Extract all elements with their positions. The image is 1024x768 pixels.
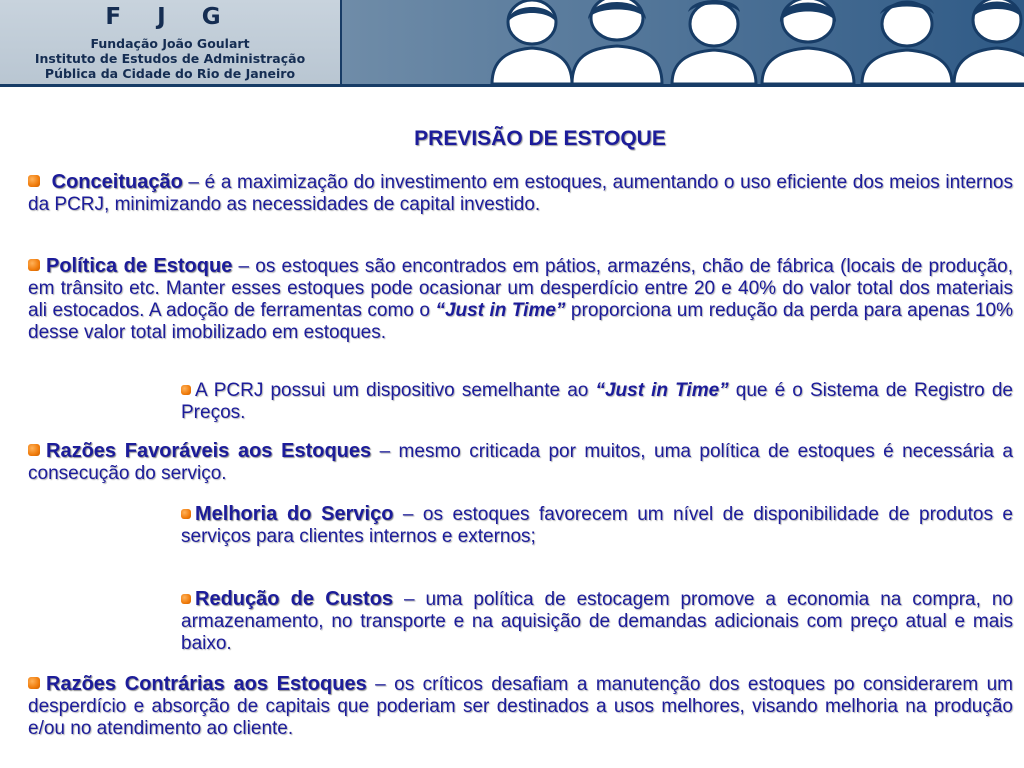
term-favoraveis: Razões Favoráveis aos Estoques [46, 440, 372, 462]
header-banner [0, 0, 1024, 87]
bullet-icon [181, 509, 191, 519]
text-contrarias: – os críticos desafiam a manutenção dos estoques po considerarem um desperdício e absorção de capitais que poderiam ser destinados a usos melhores, visando melhoria na produção e/ou no atendimento ao cliente. [28, 674, 1013, 739]
section-razoes-favoraveis [28, 440, 1013, 485]
text-reducao: – uma política de estocagem promove a economia na compra, no armazenamento, no transporte e na aquisição de demandas adicionais com preço atual e mais baixo. [181, 589, 1013, 654]
text-pcrj-part2: que é o Sistema de Registro de Preços. [181, 380, 1013, 423]
bullet-icon [181, 594, 191, 604]
section-politica-de-estoque [28, 255, 1013, 344]
logo [0, 0, 343, 84]
bullet-icon [181, 385, 191, 395]
section-conceituacao [28, 171, 1013, 216]
text-melhoria: – os estoques favorecem um nível de disponibilidade de produtos e serviços para clientes internos e externos; [181, 504, 1013, 547]
bullet-icon [28, 175, 40, 187]
term-melhoria: Melhoria do Serviço [195, 503, 394, 525]
bullet-icon [28, 444, 40, 456]
text-politica-part1: – os estoques são encontrados em pátios, armazéns, chão de fábrica (locais de produção, em trânsito etc. Manter esses estoques pode ocasionar um desperdício entre 20 e 40% do valor total dos materiais ali estocados. A adoção de ferramentas como o [28, 256, 1014, 321]
logo-subtitle-line1: Fundação João Goulart [90, 36, 250, 51]
subsection-reducao-de-custos [181, 588, 1013, 655]
term-conceituacao: Conceituação [51, 171, 183, 193]
text-politica-part2: proporciona um redução da perda para apenas 10% desse valor total imobilizado em estoques. [28, 300, 1014, 343]
subsection-pcrj [181, 380, 1013, 424]
text-conceituacao: – é a maximização do investimento em estoques, aumentando o uso eficiente dos meios internos da PCRJ, minimizando as necessidades de capital investido. [28, 172, 1013, 215]
text-just-in-time: “Just in Time” [435, 300, 566, 321]
page-title: PREVISÃO DE ESTOQUE [414, 127, 666, 150]
term-politica: Política de Estoque [46, 255, 233, 277]
people-silhouettes-icon [342, 0, 1024, 84]
bullet-icon [28, 677, 40, 689]
subsection-melhoria-do-servico [181, 503, 1013, 548]
logo-subtitle-line3: Pública da Cidade do Rio de Janeiro [44, 66, 296, 81]
bullet-icon [28, 259, 40, 271]
text-pcrj-part1: A PCRJ possui um dispositivo semelhante ao [195, 380, 596, 401]
text-favoraveis: – mesmo criticada por muitos, uma política de estoques é necessária a consecução do serviço. [28, 441, 1013, 484]
term-reducao: Redução de Custos [195, 588, 394, 610]
text-pcrj-just-in-time: “Just in Time” [595, 380, 729, 401]
logo-title: F J G [105, 4, 235, 30]
term-contrarias: Razões Contrárias aos Estoques [46, 673, 367, 695]
section-razoes-contrarias [28, 673, 1013, 740]
logo-subtitle-line2: Instituto de Estudos de Administração [34, 51, 306, 66]
